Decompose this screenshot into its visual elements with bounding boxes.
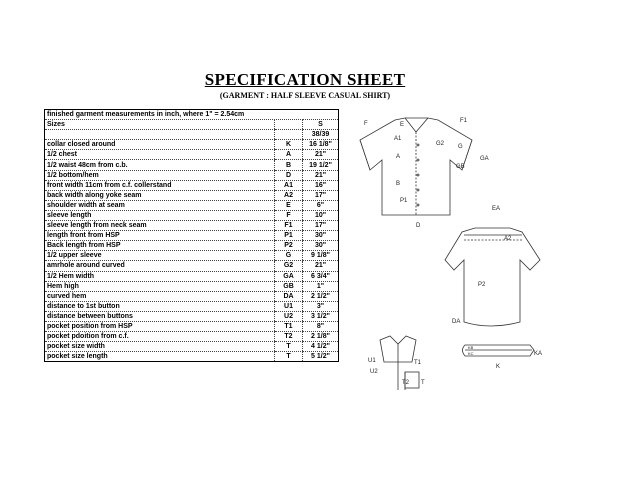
row-code: U1 <box>275 301 303 311</box>
table-note: finished garment measurements in inch, where 1" = 2.54cm <box>45 110 339 120</box>
row-code: A1 <box>275 180 303 190</box>
row-label: amrhole around curved <box>45 261 275 271</box>
row-label: Hem high <box>45 281 275 291</box>
row-code: F <box>275 210 303 220</box>
row-value: 6 3/4" <box>303 271 339 281</box>
label-f: F <box>364 121 368 127</box>
table-row <box>45 241 339 251</box>
row-value: 30" <box>303 241 339 251</box>
page-subtitle: (GARMENT : HALF SLEEVE CASUAL SHIRT) <box>219 91 391 100</box>
table-row <box>45 291 339 301</box>
table-row <box>45 301 339 311</box>
label-da: DA <box>452 319 461 325</box>
row-label: 1/2 bottom/hem <box>45 170 275 180</box>
row-code: G2 <box>275 261 303 271</box>
row-label: pocket size width <box>45 342 275 352</box>
row-code: P1 <box>275 231 303 241</box>
row-value: 6" <box>303 200 339 210</box>
label-b: B <box>396 181 401 187</box>
row-code: B <box>275 160 303 170</box>
table-row <box>45 210 339 220</box>
back-shirt-drawing <box>445 228 540 326</box>
row-value: 21" <box>303 170 339 180</box>
row-code: T <box>275 342 303 352</box>
label-kb: KB <box>468 345 474 350</box>
row-code: T1 <box>275 321 303 331</box>
row-code: DA <box>275 291 303 301</box>
label-g: G <box>458 144 463 150</box>
row-label: sleeve length <box>45 210 275 220</box>
row-code: A2 <box>275 190 303 200</box>
table-row <box>45 140 339 150</box>
row-label: pocket size length <box>45 352 275 362</box>
row-label: back width along yoke seam <box>45 190 275 200</box>
table-row <box>45 352 339 362</box>
row-label: 1/2 Hem width <box>45 271 275 281</box>
table-row <box>45 342 339 352</box>
label-g2: G2 <box>436 141 445 147</box>
row-label: pocket pdoition from c.f. <box>45 332 275 342</box>
size-numeric: 38/39 <box>303 130 339 140</box>
garment-diagram <box>350 100 550 400</box>
table-row <box>45 251 339 261</box>
label-e: E <box>400 122 405 128</box>
table-sizes-row <box>45 120 339 130</box>
row-value: 30" <box>303 231 339 241</box>
row-code: T <box>275 352 303 362</box>
row-code: D <box>275 170 303 180</box>
row-value: 5 1/2" <box>303 352 339 362</box>
spec-table <box>44 109 339 362</box>
row-label: collar closed around <box>45 140 275 150</box>
diagram-labels <box>364 118 542 386</box>
label-gb: GB <box>456 164 465 170</box>
table-row <box>45 332 339 342</box>
row-code: U2 <box>275 311 303 321</box>
table-row <box>45 261 339 271</box>
row-value: 2 1/2" <box>303 291 339 301</box>
row-label: 1/2 chest <box>45 150 275 160</box>
row-label: curved hem <box>45 291 275 301</box>
row-label: 1/2 upper sleeve <box>45 251 275 261</box>
row-value: 16 1/8" <box>303 140 339 150</box>
row-code: A <box>275 150 303 160</box>
row-value: 19 1/2" <box>303 160 339 170</box>
row-value: 3 1/2" <box>303 311 339 321</box>
row-label: length front from HSP <box>45 231 275 241</box>
row-label: front width 11cm from c.f. collerstand <box>45 180 275 190</box>
table-row <box>45 221 339 231</box>
sizes-label: Sizes <box>45 120 275 130</box>
label-ea: EA <box>492 206 501 212</box>
row-code: G <box>275 251 303 261</box>
row-value: 17" <box>303 190 339 200</box>
row-value: 21" <box>303 261 339 271</box>
table-row <box>45 231 339 241</box>
table-row <box>45 200 339 210</box>
label-t: T <box>421 380 425 386</box>
row-value: 8" <box>303 321 339 331</box>
table-row <box>45 321 339 331</box>
label-f1: F1 <box>460 118 468 124</box>
row-label: distance to 1st button <box>45 301 275 311</box>
label-u1: U1 <box>368 358 376 364</box>
row-label: distance between buttons <box>45 311 275 321</box>
label-p2: P2 <box>478 282 486 288</box>
row-code: E <box>275 200 303 210</box>
label-a1: A1 <box>394 136 402 142</box>
table-row <box>45 150 339 160</box>
row-value: 4 1/2" <box>303 342 339 352</box>
row-code: P2 <box>275 241 303 251</box>
label-a2: A2 <box>504 236 512 242</box>
label-d: D <box>416 223 421 229</box>
label-ga: GA <box>480 156 489 162</box>
row-value: 1" <box>303 281 339 291</box>
label-t2: T2 <box>402 380 410 386</box>
row-value: 2 1/8" <box>303 332 339 342</box>
row-label: pocket position from HSP <box>45 321 275 331</box>
row-label: Back length from HSP <box>45 241 275 251</box>
row-code: F1 <box>275 221 303 231</box>
page-title: SPECIFICATION SHEET <box>204 70 406 89</box>
label-a: A <box>396 154 401 160</box>
label-ka: KA <box>534 351 543 357</box>
row-value: 16" <box>303 180 339 190</box>
label-kc: KC <box>468 351 474 356</box>
table-row <box>45 180 339 190</box>
row-value: 21" <box>303 150 339 160</box>
label-t1: T1 <box>414 360 422 366</box>
row-code: GB <box>275 281 303 291</box>
table-row <box>45 170 339 180</box>
row-value: 17" <box>303 221 339 231</box>
row-code: K <box>275 140 303 150</box>
row-code: T2 <box>275 332 303 342</box>
row-label: sleeve length from neck seam <box>45 221 275 231</box>
table-row <box>45 281 339 291</box>
table-row <box>45 271 339 281</box>
row-value: 3" <box>303 301 339 311</box>
table-note-row <box>45 110 339 120</box>
row-label: 1/2 waist 48cm from c.b. <box>45 160 275 170</box>
table-row <box>45 190 339 200</box>
label-k: K <box>496 364 501 370</box>
table-row <box>45 311 339 321</box>
label-p1: P1 <box>400 198 408 204</box>
label-u2: U2 <box>370 369 378 375</box>
size-letter: S <box>303 120 339 130</box>
row-label: shoulder width at seam <box>45 200 275 210</box>
table-row <box>45 160 339 170</box>
row-value: 9 1/8" <box>303 251 339 261</box>
table-size-numeric-row <box>45 130 339 140</box>
row-value: 10" <box>303 210 339 220</box>
row-code: GA <box>275 271 303 281</box>
